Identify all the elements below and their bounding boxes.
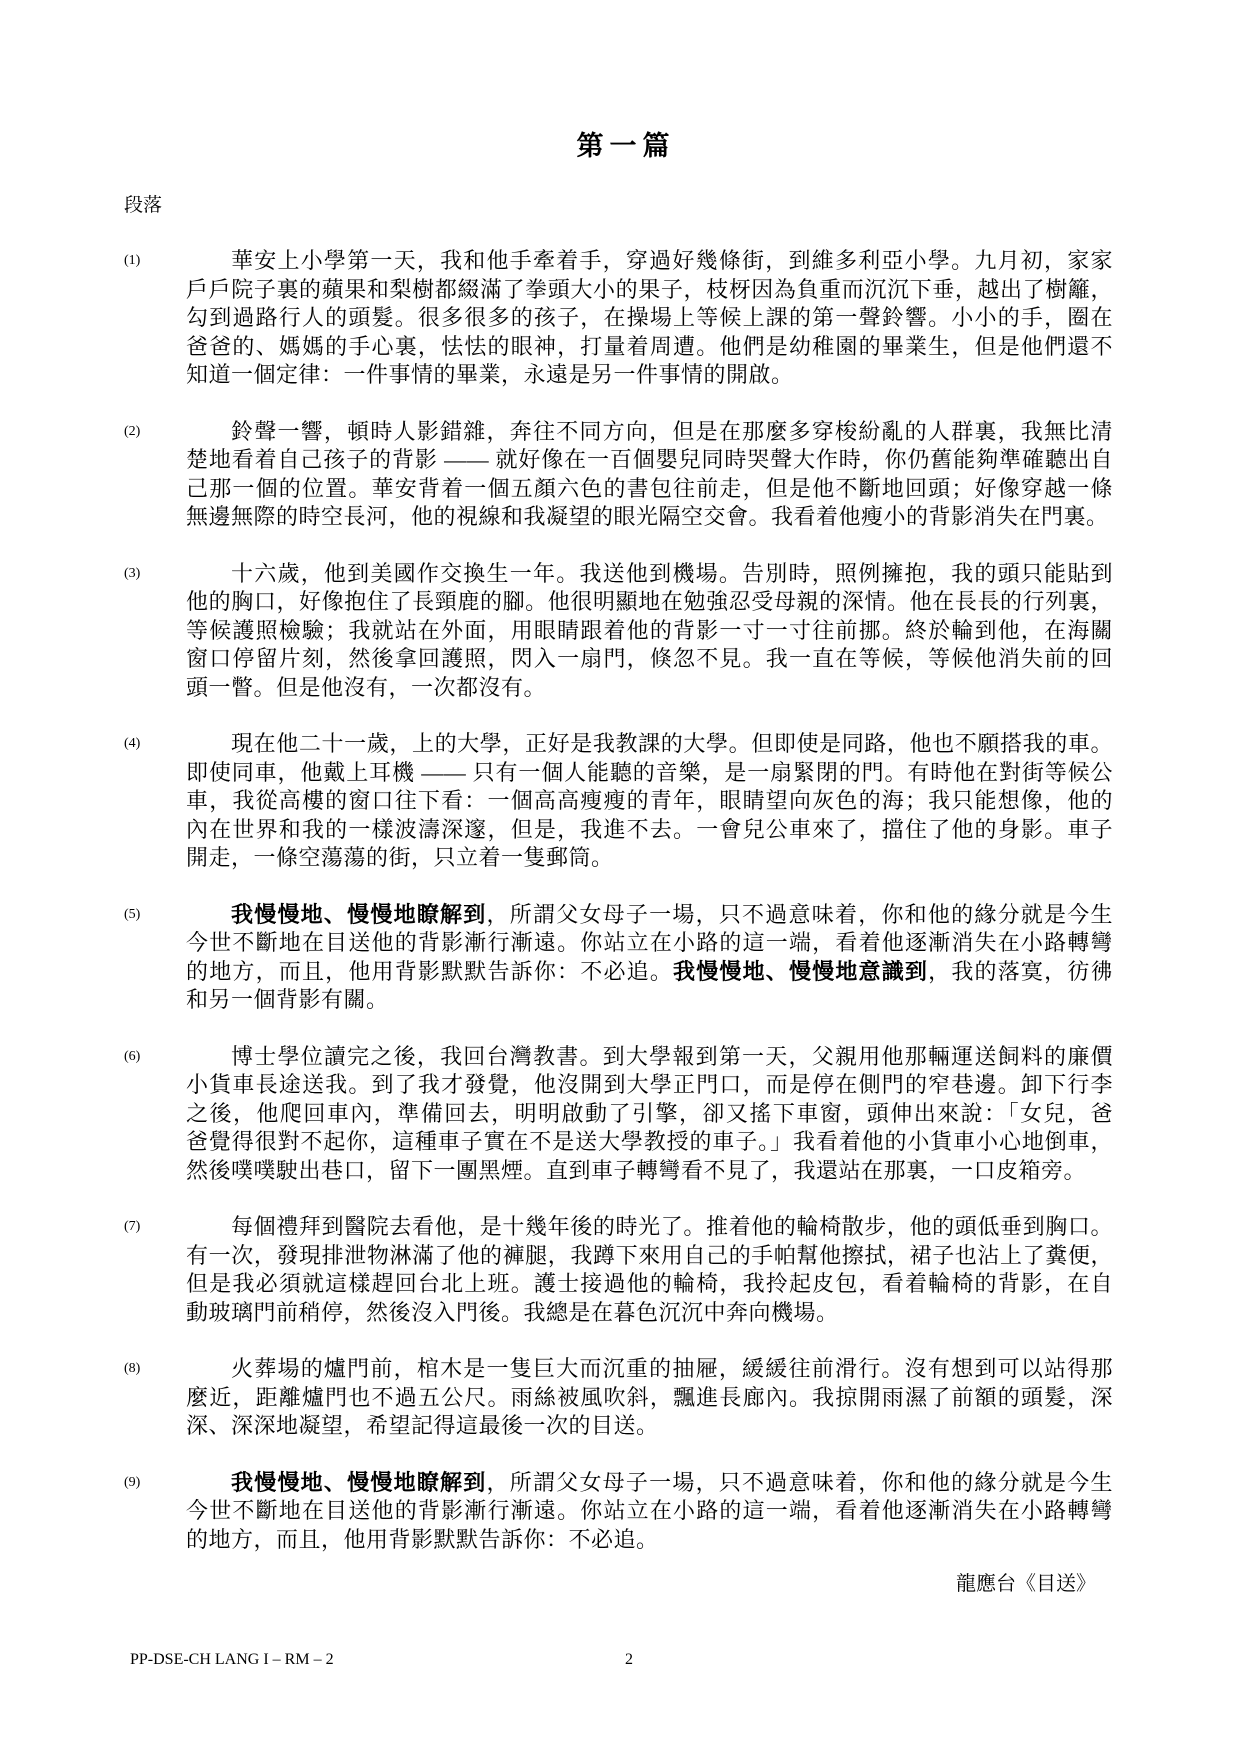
paragraph-line: 開走，一條空蕩蕩的街，只立着一隻郵筒。 — [186, 845, 614, 870]
paragraph-line: 爸爸的、媽媽的手心裏，怯怯的眼神，打量着周遭。他們是幼稚園的畢業生，但是他們還不 — [186, 333, 1113, 359]
paragraph-line: 和另一個背影有關。 — [186, 987, 389, 1012]
paragraph-number: (5) — [124, 906, 141, 922]
paragraph-number: (9) — [124, 1474, 141, 1490]
paragraph-text — [186, 1355, 1113, 1441]
paragraph-line: 有一次，發現排泄物淋滿了他的褲腿，我蹲下來用自己的手帕幫他擦拭，裙子也沾上了糞便， — [186, 1242, 1113, 1268]
paragraph-number: (2) — [124, 423, 141, 439]
passage — [124, 247, 1114, 1582]
paragraph-text — [186, 418, 1113, 532]
paragraph-text — [186, 1469, 1113, 1555]
paragraph-line: 爸覺得很對不起你，這種車子實在不是送大學教授的車子。」我看着他的小貨車小心地倒車， — [186, 1129, 1113, 1154]
paragraph-line: 己那一個的位置。華安背着一個五顏六色的書包往前走，但是他不斷地回頭；好像穿越一條 — [186, 475, 1113, 501]
paragraph-line: 頭一瞥。但是他沒有，一次都沒有。 — [186, 674, 547, 700]
paragraph-1 — [124, 247, 1114, 390]
section-label: 段落 — [124, 195, 163, 216]
paragraph-line: 今世不斷地在目送他的背影漸行漸遠。你站立在小路的這一端，看着他逐漸消失在小路轉彎 — [186, 930, 1113, 955]
paragraph-line: 他的胸口，好像抱住了長頸鹿的腳。他很明顯地在勉強忍受母親的深情。他在長長的行列裏， — [186, 589, 1113, 614]
paragraph-number: (6) — [124, 1048, 141, 1064]
page-title: 第一篇 — [576, 131, 676, 161]
paragraph-5 — [124, 901, 1114, 1015]
paragraph-line: 然後噗噗駛出巷口，留下一團黑煙。直到車子轉彎看不見了，我還站在那裏，一口皮箱旁。 — [186, 1157, 1087, 1183]
paragraph-line: 勾到過路行人的頭髮。很多很多的孩子，在操場上等候上課的第一聲鈴響。小小的手，圈在 — [186, 305, 1113, 330]
paragraph-number: (8) — [124, 1361, 141, 1376]
line-text: ，所謂父女母子一場，只不過意味着，你和他的緣分就是今生 — [486, 901, 1113, 927]
paragraph-number: (3) — [124, 565, 141, 581]
emphasis-text: 我慢慢地、慢慢地意識到 — [673, 958, 929, 984]
paragraph-text — [186, 730, 1113, 873]
paragraph-line: 等候護照檢驗；我就站在外面，用眼睛跟着他的背影一寸一寸往前挪。終於輪到他，在海關 — [186, 617, 1113, 643]
paragraph-line: 之後，他爬回車內，準備回去，明明啟動了引擎，卻又搖下車窗，頭伸出來說：「女兒，爸 — [186, 1100, 1113, 1126]
paragraph-line: 每個禮拜到醫院去看他，是十幾年後的時光了。推着他的輪椅散步，他的頭低垂到胸口。 — [231, 1214, 1113, 1239]
paragraph-number: (4) — [124, 736, 141, 751]
paragraph-line: 今世不斷地在目送他的背影漸行漸遠。你站立在小路的這一端，看着他逐漸消失在小路轉彎 — [186, 1498, 1113, 1523]
paragraph-text — [186, 1213, 1113, 1327]
paragraph-line: 戶戶院子裏的蘋果和梨樹都綴滿了拳頭大小的果子，枝枒因為負重而沉沉下垂，越出了樹籬， — [186, 276, 1113, 302]
paragraph-line: 鈴聲一響，頓時人影錯雜，奔往不同方向，但是在那麼多穿梭紛亂的人群裏，我無比清 — [231, 418, 1113, 444]
paragraph-number: (1) — [124, 253, 141, 268]
paragraph-line: 窗口停留片刻，然後拿回護照，閃入一扇門，倏忽不見。我一直在等候，等候他消失前的回 — [186, 646, 1113, 671]
paragraph-8 — [124, 1355, 1114, 1441]
paragraph-text — [186, 1043, 1113, 1186]
footer-paper-code: PP-DSE-CH LANG I – RM – 2 — [130, 1651, 334, 1668]
page-number: 2 — [625, 1651, 633, 1668]
paragraph-line: 動玻璃門前稍停，然後沒入門後。我總是在暮色沉沉中奔向機場。 — [186, 1299, 839, 1325]
paragraph-line: 內在世界和我的一樣波濤深邃，但是，我進不去。一會兒公車來了，擋住了他的身影。車子 — [186, 816, 1113, 842]
line-text: 的地方，而且，他用背影默默告訴你：不必追。 — [186, 958, 674, 984]
paragraph-text — [186, 560, 1113, 703]
line-text: ，我的落寞，彷彿 — [928, 958, 1113, 984]
paragraph-line — [186, 901, 1113, 930]
paragraph-text — [186, 901, 1113, 1015]
paragraph-line: 十六歲，他到美國作交換生一年。我送他到機場。告別時，照例擁抱，我的頭只能貼到 — [231, 560, 1113, 586]
line-text: ，所謂父女母子一場，只不過意味着，你和他的緣分就是今生 — [486, 1469, 1113, 1495]
paragraph-9 — [124, 1469, 1114, 1555]
paragraph-line: 楚地看着自己孩子的背影 —— 就好像在一百個嬰兒同時哭聲大作時，你仍舊能夠準確聽出自 — [186, 447, 1113, 472]
paragraph-2 — [124, 418, 1114, 532]
paragraph-number: (7) — [124, 1219, 141, 1234]
paragraph-line: 的地方，而且，他用背影默默告訴你：不必追。 — [186, 1526, 659, 1552]
source-citation: 龍應台《目送》 — [956, 1573, 1096, 1595]
paragraph-7 — [124, 1213, 1114, 1327]
paragraph-line: 即使同車，他戴上耳機 —— 只有一個人能聽的音樂，是一扇緊閉的門。有時他在對街等候公 — [186, 759, 1113, 785]
emphasis-text: 我慢慢地、慢慢地瞭解到 — [231, 1469, 487, 1495]
paragraph-6 — [124, 1043, 1114, 1186]
paragraph-line: 深、深深地凝望，希望記得這最後一次的目送。 — [186, 1413, 659, 1438]
paragraph-line: 但是我必須就這樣趕回台北上班。護士接過他的輪椅，我拎起皮包，看着輪椅的背影，在自 — [186, 1271, 1113, 1296]
paragraph-3 — [124, 560, 1114, 703]
paragraph-4 — [124, 730, 1114, 873]
paragraph-line: 博士學位讀完之後，我回台灣教書。到大學報到第一天，父親用他那輛運送飼料的廉價 — [231, 1043, 1113, 1069]
paragraph-text — [186, 247, 1113, 390]
paragraph-line: 麼近，距離爐門也不過五公尺。雨絲被風吹斜，飄進長廊內。我掠開雨濕了前額的頭髮，深 — [186, 1384, 1113, 1410]
paragraph-line — [186, 958, 1113, 987]
paragraph-line: 小貨車長途送我。到了我才發覺，他沒開到大學正門口，而是停在側門的窄巷邊。卸下行李 — [186, 1072, 1113, 1097]
paragraph-line: 無邊無際的時空長河，他的視線和我凝望的眼光隔空交會。我看着他瘦小的背影消失在門裏。 — [186, 504, 1109, 529]
emphasis-text: 我慢慢地、慢慢地瞭解到 — [231, 901, 487, 927]
paragraph-line: 華安上小學第一天，我和他手牽着手，穿過好幾條街，到維多利亞小學。九月初，家家 — [231, 248, 1113, 273]
paragraph-line: 火葬場的爐門前，棺木是一隻巨大而沉重的抽屜，緩緩往前滑行。沒有想到可以站得那 — [231, 1356, 1113, 1381]
paragraph-line: 知道一個定律：一件事情的畢業，永遠是另一件事情的開啟。 — [186, 362, 794, 387]
paragraph-line — [186, 1469, 1113, 1498]
paragraph-line: 車，我從高樓的窗口往下看：一個高高瘦瘦的青年，眼睛望向灰色的海；我只能想像，他的 — [186, 788, 1113, 813]
paragraph-line: 現在他二十一歲，上的大學，正好是我教課的大學。但即使是同路，他也不願搭我的車。 — [231, 731, 1113, 756]
